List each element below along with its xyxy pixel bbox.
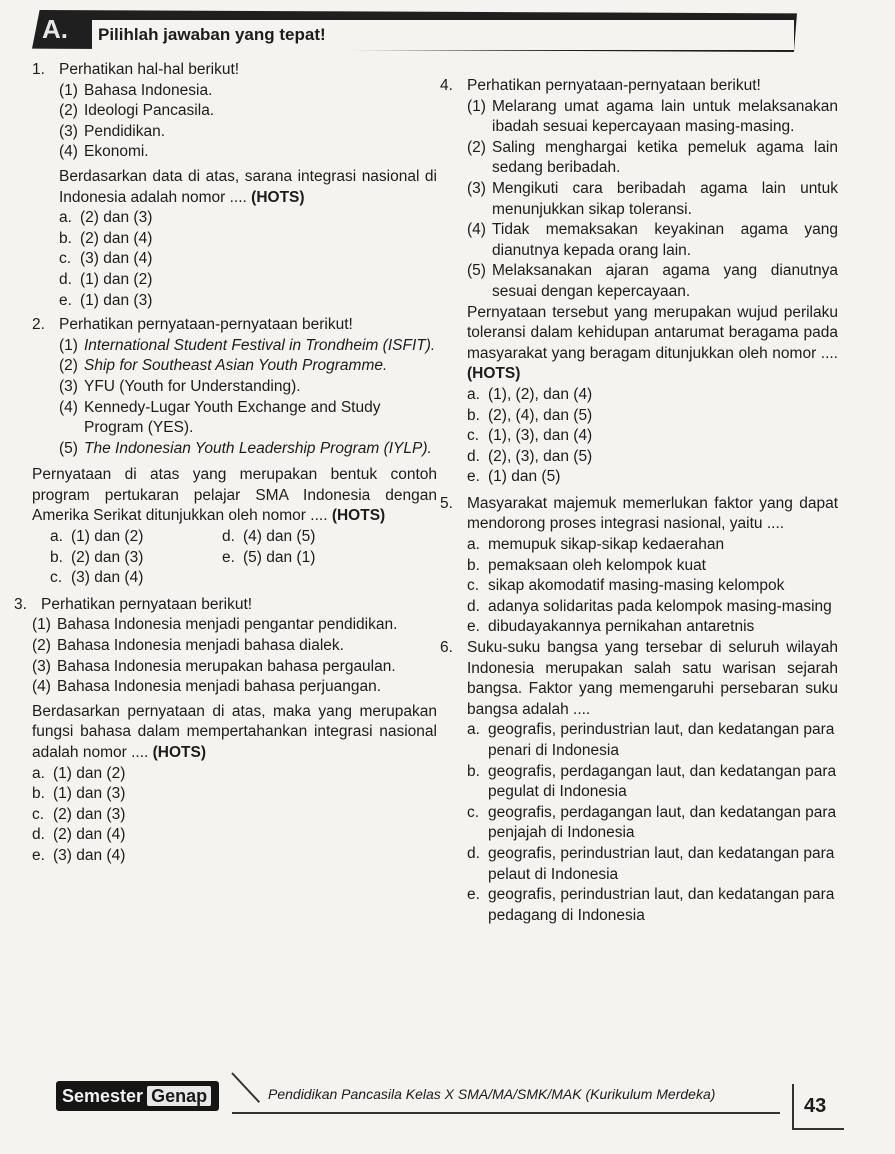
- list-item: (1) Melarang umat agama lain untuk melaksanakan ibadah sesuai kepercayaan masing-masing.: [467, 97, 838, 136]
- answer-option[interactable]: c. (1), (3), dan (4): [467, 427, 593, 445]
- answer-option[interactable]: e. (1) dan (5): [467, 468, 561, 486]
- list-item: (2) Bahasa Indonesia menjadi bahasa dialek.: [32, 637, 344, 655]
- answer-option[interactable]: c. geografis, perdagangan laut, dan kedatangan para penjajah di Indonesia: [467, 803, 837, 842]
- question-intro: Perhatikan pernyataan-pernyataan berikut!: [59, 316, 353, 334]
- badge-semester-label: Semester: [62, 1086, 144, 1106]
- section-letter: A.: [42, 14, 68, 44]
- answer-option[interactable]: c. (3) dan (4): [59, 250, 153, 268]
- answer-option[interactable]: c. (2) dan (3): [32, 805, 126, 823]
- answer-option[interactable]: e. (5) dan (1): [222, 548, 316, 566]
- section-title: Pilihlah jawaban yang tepat!: [92, 20, 794, 50]
- footer-slant-line: [231, 1072, 260, 1103]
- question-6: [440, 638, 838, 926]
- question-number: 4.: [440, 77, 453, 94]
- list-item: (5) The Indonesian Youth Leadership Program (IYLP).: [59, 439, 432, 457]
- answer-option[interactable]: e. geografis, perindustrian laut, dan kedatangan para pedagang di Indonesia: [467, 886, 835, 924]
- left-column: [14, 60, 437, 867]
- answer-option[interactable]: c. (3) dan (4): [50, 569, 144, 587]
- page-number: 43: [804, 1095, 827, 1117]
- question-number: 1.: [32, 61, 45, 78]
- answer-option[interactable]: b. (2) dan (4): [59, 229, 153, 247]
- answer-option[interactable]: d. adanya solidaritas pada kelompok masing-masing: [467, 597, 832, 615]
- answer-option[interactable]: b. (1) dan (3): [32, 785, 126, 803]
- list-item: (1) Bahasa Indonesia.: [59, 81, 213, 99]
- list-item: (3) Bahasa Indonesia merupakan bahasa pergaulan.: [32, 657, 396, 675]
- footer-book-title: Pendidikan Pancasila Kelas X SMA/MA/SMK/MAK (Kurikulum Merdeka): [268, 1086, 716, 1102]
- answer-option[interactable]: a. (1), (2), dan (4): [467, 385, 593, 403]
- question-stem: Masyarakat majemuk memerlukan faktor yang dapat mendorong proses integrasi nasional, yaitu ....: [467, 494, 838, 533]
- answer-option[interactable]: a. (2) dan (3): [59, 209, 153, 227]
- list-item: (5) Melaksanakan ajaran agama yang dianutnya sesuai dengan kepercayaan.: [467, 262, 838, 300]
- question-number: 2.: [32, 316, 45, 334]
- answer-option[interactable]: d. geografis, perindustrian laut, dan kedatangan para pelaut di Indonesia: [467, 844, 835, 883]
- right-column: [440, 76, 838, 926]
- badge-genap-label: Genap: [147, 1086, 211, 1106]
- answer-option[interactable]: e. dibudayakannya pernikahan antaretnis: [467, 618, 755, 636]
- answer-option[interactable]: c. sikap akomodatif masing-masing kelompok: [467, 577, 785, 595]
- question-intro: Perhatikan hal-hal berikut!: [59, 61, 240, 78]
- question-number: 3.: [14, 595, 27, 613]
- question-stem: Pernyataan tersebut yang merupakan wujud perilaku toleransi dalam kehidupan antarumat beragama pada masyarakat yang beragam ditunjukkan oleh nomor .... (HOTS): [467, 303, 838, 383]
- list-item: (1) International Student Festival in Trondheim (ISFIT).: [59, 336, 436, 354]
- list-item: (1) Bahasa Indonesia menjadi pengantar pendidikan.: [32, 616, 398, 634]
- list-item: (3) Mengikuti cara beribadah agama lain untuk menunjukkan sikap toleransi.: [467, 179, 838, 218]
- list-item: (4) Tidak memaksakan keyakinan agama yang dianutnya kepada orang lain.: [467, 221, 838, 259]
- answer-option[interactable]: d. (2), (3), dan (5): [467, 447, 593, 465]
- list-item: (3) Pendidikan.: [59, 122, 166, 140]
- list-item: (4) Bahasa Indonesia menjadi bahasa perjuangan.: [32, 678, 382, 696]
- answer-option[interactable]: b. (2) dan (3): [50, 548, 144, 566]
- answer-option[interactable]: d. (1) dan (2): [59, 270, 153, 288]
- list-item: (4) Kennedy-Lugar Youth Exchange and Study Program (YES).: [59, 398, 381, 437]
- question-5: [440, 494, 838, 638]
- question-stem: Pernyataan di atas yang merupakan bentuk contoh program pertukaran pelajar SMA Indonesia dengan Amerika Serikat ditunjukkan oleh nomor .... (HOTS): [32, 466, 437, 525]
- question-stem: Berdasarkan data di atas, sarana integrasi nasional di Indonesia adalah nomor .... (HOTS): [59, 167, 437, 206]
- answer-option[interactable]: d. (2) dan (4): [32, 826, 126, 844]
- answer-option[interactable]: e. (1) dan (3): [59, 291, 153, 309]
- footer-divider: [232, 1112, 780, 1114]
- answer-option[interactable]: a. (1) dan (2): [32, 764, 126, 782]
- question-number: 6.: [440, 639, 453, 657]
- question-number: 5.: [440, 494, 453, 512]
- semester-badge: [56, 1081, 219, 1111]
- answer-option[interactable]: b. geografis, perdagangan laut, dan kedatangan para pegulat di Indonesia: [467, 762, 837, 801]
- list-item: (2) Ideologi Pancasila.: [59, 102, 215, 120]
- list-item: (3) YFU (Youth for Understanding).: [59, 377, 301, 395]
- question-intro: Perhatikan pernyataan-pernyataan berikut!: [467, 77, 761, 94]
- answer-option[interactable]: a. memupuk sikap-sikap kedaerahan: [467, 536, 725, 554]
- list-item: (2) Ship for Southeast Asian Youth Programme.: [59, 357, 388, 375]
- question-3: [14, 595, 437, 616]
- answer-option[interactable]: a. geografis, perindustrian laut, dan kedatangan para penari di Indonesia: [467, 721, 835, 759]
- question-stem: Suku-suku bangsa yang tersebar di seluruh wilayah Indonesia merupakan salah satu warisan sejarah bangsa. Faktor yang memengaruhi persebaran suku bangsa adalah ....: [467, 639, 838, 718]
- question-2: [32, 315, 437, 459]
- answer-option[interactable]: d. (4) dan (5): [222, 528, 316, 546]
- question-stem: Berdasarkan pernyataan di atas, maka yang merupakan fungsi bahasa dalam mempertahankan integrasi nasional adalah nomor .... (HOTS): [32, 702, 437, 761]
- answer-option[interactable]: e. (3) dan (4): [32, 846, 126, 864]
- question-1: [32, 60, 437, 311]
- question-4: [440, 76, 838, 488]
- answer-option[interactable]: b. pemaksaan oleh kelompok kuat: [467, 556, 706, 574]
- question-intro: Perhatikan pernyataan berikut!: [41, 595, 253, 613]
- list-item: (2) Saling menghargai ketika pemeluk agama lain sedang beribadah.: [467, 138, 838, 177]
- answer-option[interactable]: b. (2), (4), dan (5): [467, 406, 593, 424]
- answer-option[interactable]: a. (1) dan (2): [50, 528, 144, 546]
- list-item: (4) Ekonomi.: [59, 143, 149, 161]
